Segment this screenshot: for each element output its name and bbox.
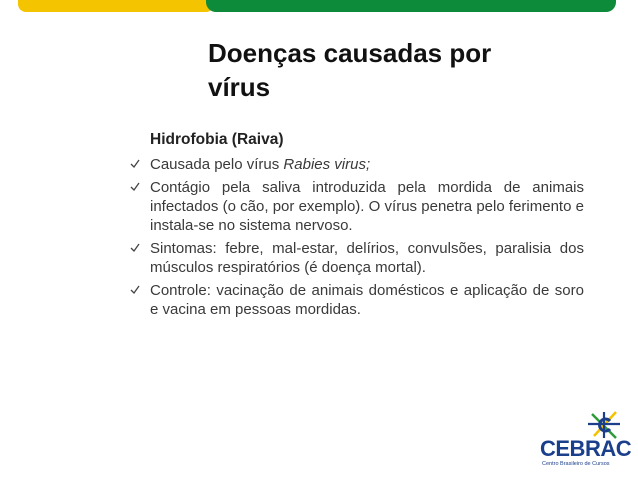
logo-tagline: Centro Brasileiro de Cursos [542, 461, 610, 467]
cebrac-logo [540, 410, 630, 474]
bullet-text: Sintomas: febre, mal-estar, delírios, convulsões, paralisia dos músculos respiratórios (é doença mortal). [150, 240, 584, 276]
list-item [126, 155, 584, 174]
list-item [126, 281, 584, 319]
top-bar-green-segment [206, 0, 616, 12]
logo-wordmark: CEBRAC [540, 436, 632, 461]
checkmark-icon [130, 156, 140, 170]
bullet-text-italic: Rabies virus; [283, 156, 371, 173]
bullet-text: Controle: vacinação de animais domésticos e aplicação de soro e vacina em pessoas mordidas. [150, 282, 584, 318]
checkmark-icon [130, 282, 140, 296]
section-heading: Hidrofobia (Raiva) [150, 131, 284, 148]
checkmark-icon [130, 179, 140, 193]
slide-title [208, 36, 608, 104]
bullet-text: Contágio pela saliva introduzida pela mordida de animais infectados (o cão, por exemplo). O vírus penetra pelo ferimento e instala-se no sistema nervoso. [150, 179, 584, 234]
bullet-list [126, 155, 584, 319]
list-item [126, 178, 584, 235]
slide-content [126, 130, 584, 323]
top-bar-yellow-segment [18, 0, 214, 12]
top-decorative-bar [0, 0, 638, 12]
checkmark-icon [130, 240, 140, 254]
slide-title-line2: vírus [208, 72, 271, 102]
list-item [126, 239, 584, 277]
bullet-text: Causada pelo vírus [150, 156, 284, 173]
slide-title-line1: Doenças causadas por [208, 38, 492, 68]
